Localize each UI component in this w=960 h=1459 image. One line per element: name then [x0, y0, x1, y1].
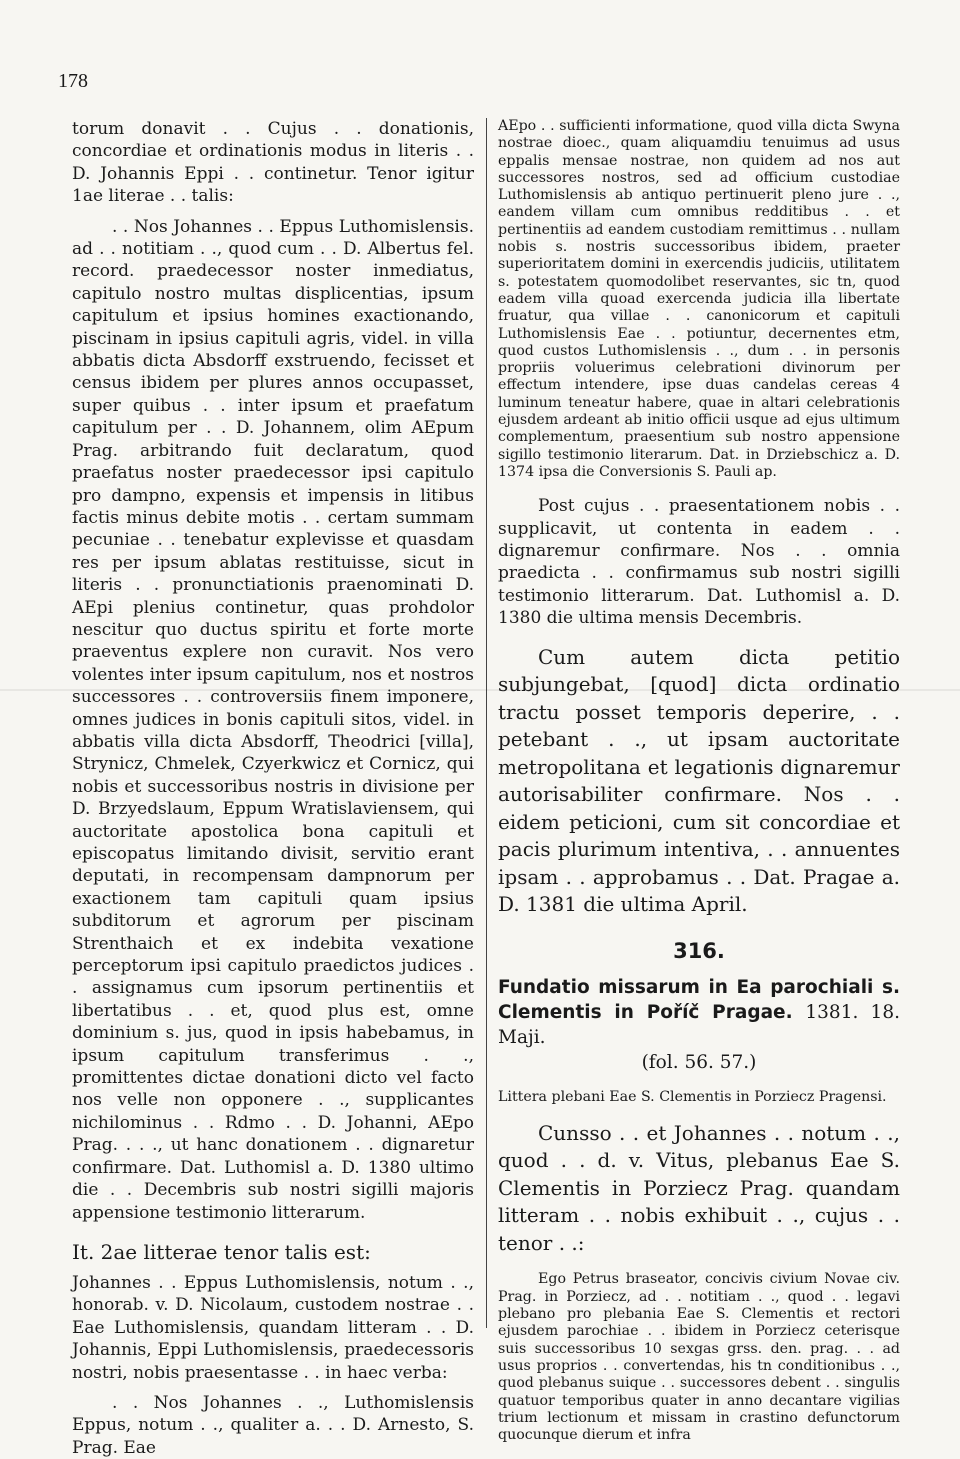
right-cum-paragraph: Cum autem dicta petitio subjungebat, [quod] dicta ordinatio tractu posset temporis deperire, . . petebant . ., ut ipsam auctoritate metropolitana et legationis dignaremur autorisabiliter confirmare. Nos . . eidem peticioni, cum sit concordiae et pacis plurimum intentiva, . . annuentes ipsam . . approbamus . . Dat. Pragae a. D. 1381 die ultima April.: [498, 644, 900, 917]
right-column: [498, 118, 900, 1444]
document-folio: (fol. 56. 57.): [641, 1051, 757, 1073]
document-title: [498, 975, 900, 1050]
left-paragraph-3: Johannes . . Eppus Luthomislensis, notum . ., honorab. v. D. Nicolaum, custodem nostrae . . Eae Luthomislensis, quandam litteram . . D. Johannis, Eppi Luthomislensis, praedecessoris nostri, nobis praesentasse . . in haec verba:: [72, 1272, 474, 1383]
page-number: 178: [58, 70, 88, 92]
column-divider: [486, 118, 487, 1328]
document-date: 1381. 18. Maji.: [498, 1001, 900, 1048]
right-ego-paragraph: Ego Petrus braseator, concivis civium Novae civ. Prag. in Porziecz, ad . . notitiam . ., quod . . legavi plebano pro plebania Eae S. Clementis et rectori ejusdem parochiae . . ibidem in Porziecz ceterisque suis successoribus 10 sexgas grss. den. prag. . . ad usus proprios . . convertendas, his tn conditionibus . ., quod plebanus suique . . successores debent . . singulis quatuor temporibus quater in anno decantare vigilias trium lectionum et missam in crastino defunctorum quocunque dierum et infra: [498, 1271, 900, 1444]
left-paragraph-2: . . Nos Johannes . . Eppus Luthomislensis. ad . . notitiam . ., quod cum . . D. Albertus fel. record. praedecessor noster inmediatus, capitulo nostro multas displicentias, ipsum capitulum et ipsius homines exactionando, piscinam in ipsius capituli agris, videl. in villa abbatis dicta Absdorff exstruendo, fecisset et census ibidem per plures annos occupasset, super quibus . . inter ipsum et praefatum capitulum per . . D. Johannem, olim AEpum Prag. arbitrando fuit declaratum, quod praefatus noster praedecessor ipsi capitulo pro dampno, expensis et impensis in litibus factis minus debite motis . . certam summam pecuniae . . tenebatur explevisse et quasdam res per ipsum ablatas restituisse, sicut in literis . . pronunctiationis praenominati D. AEpi plenius continetur, quas prohdolor nescitur quo ductus spiritu et forte morte praeventus explere non curavit. Nos vero volentes inter ipsum capitulum, nos et nostros successores . . controversiis finem imponere, omnes judices in bonis capituli sitos, videl. in abbatis villa dicta Absdorff, Theodrici [villa], Strynicz, Chmelek, Czyerkwicz et Cornicz, qui nobis et successoribus nostris in divisione per D. Brzyedslaum, Eppum Wratislaviensem, qui auctoritate apostolica bona capituli et episcopatus limitando divisit, servitio erant deputati, in recompensam dampnorum per exactionem tam capituli quam ipsius subditorum et agrorum per piscinam Strenthaich et ex indebita vexatione perceptorum ipsi capitulo praedictos judices . . assignamus cum ipsorum pertinentiis et libertatibus . . et, quod plus est, omne dominium s. jus, quod in ipsis habebamus, in ipsum capitulum transferimus . ., promittentes dictae donationi dicto vel facto nos velle non opponere . ., supplicantes nichilominus . . Rdmo . . D. Johanni, AEpo Prag. . . ., ut hanc donationem . . dignaretur confirmare. Dat. Luthomisl a. D. 1380 ultimo die . . Decembris sub nostri sigilli majoris appensione testimonio litterarum.: [72, 216, 474, 1223]
right-cunsso-paragraph: Cunsso . . et Johannes . . notum . ., quod . . d. v. Vitus, plebanus Eae S. Clementis in Porziecz Prag. quandam litteram . . nobis exhibuit . ., cujus . . tenor . .:: [498, 1120, 900, 1255]
document-number: 316.: [673, 938, 725, 963]
right-post-paragraph: Post cujus . . praesentationem nobis . . supplicavit, ut contenta in eadem . . dignaremur confirmare. Nos . . omnia praedicta . . confirmamus sub nostri sigilli testimonio litterarum. Dat. Luthomisl a. D. 1380 die ultima mensis Decembris.: [498, 496, 900, 629]
document-summary: Littera plebani Eae S. Clementis in Porziecz Pragensi.: [498, 1088, 887, 1105]
document-title-text: Fundatio missarum in Ea parochiali s. Clementis in Poříč Pragae.: [498, 976, 900, 1023]
left-paragraph-4: . . Nos Johannes . ., Luthomislensis Eppus, notum . ., qualiter a. . . D. Arnesto, S. Prag. Eae: [72, 1392, 474, 1458]
left-column: [72, 118, 474, 1459]
right-quote-paragraph: AEpo . . sufficienti informatione, quod villa dicta Swyna nostrae dioec., quam aliquamdiu tenuimus ad usus eppalis mensae nostrae, non quidem ad nos aut successores nostros, sed ad officium custodiae Luthomislensis ab antiquo pertinuerit pleno jure . ., eandem villam cum omnibus redditibus . . et pertinentiis ad eandem custodiam remittimus . . nullam nobis s. nostris successoribus ibidem, praeter superioritatem domini in exercendis judiciis, utilitatem s. potestatem quomodolibet reservantes, sic tn, quod eadem villa quoad exercenda judicia illa libertate fruatur, qua villae . . canonicorum et capituli Luthomislensis Eae . . potiuntur, decernentes etm, quod custos Luthomislensis . ., dum . . in personis propriis voluerimus celebrationi divinorum per effectum intendere, ipse duas candelas cereas 4 luminum teneatur habere, quae in altari celebrationis ejusdem ardeant ab initio officii usque ad ejus ultimum complementum, praesentium sub nostro appensione sigillo testimonio literarum. Dat. in Drziebschicz a. D. 1374 ipsa die Conversionis S. Pauli ap.: [498, 118, 900, 480]
left-subheading: It. 2ae litterae tenor talis est:: [72, 1239, 371, 1264]
left-paragraph-1: torum donavit . . Cujus . . donationis, concordiae et ordinationis modus in literis . . D. Johannis Eppi . . continetur. Tenor igitur 1ae literae . . talis:: [72, 119, 474, 207]
